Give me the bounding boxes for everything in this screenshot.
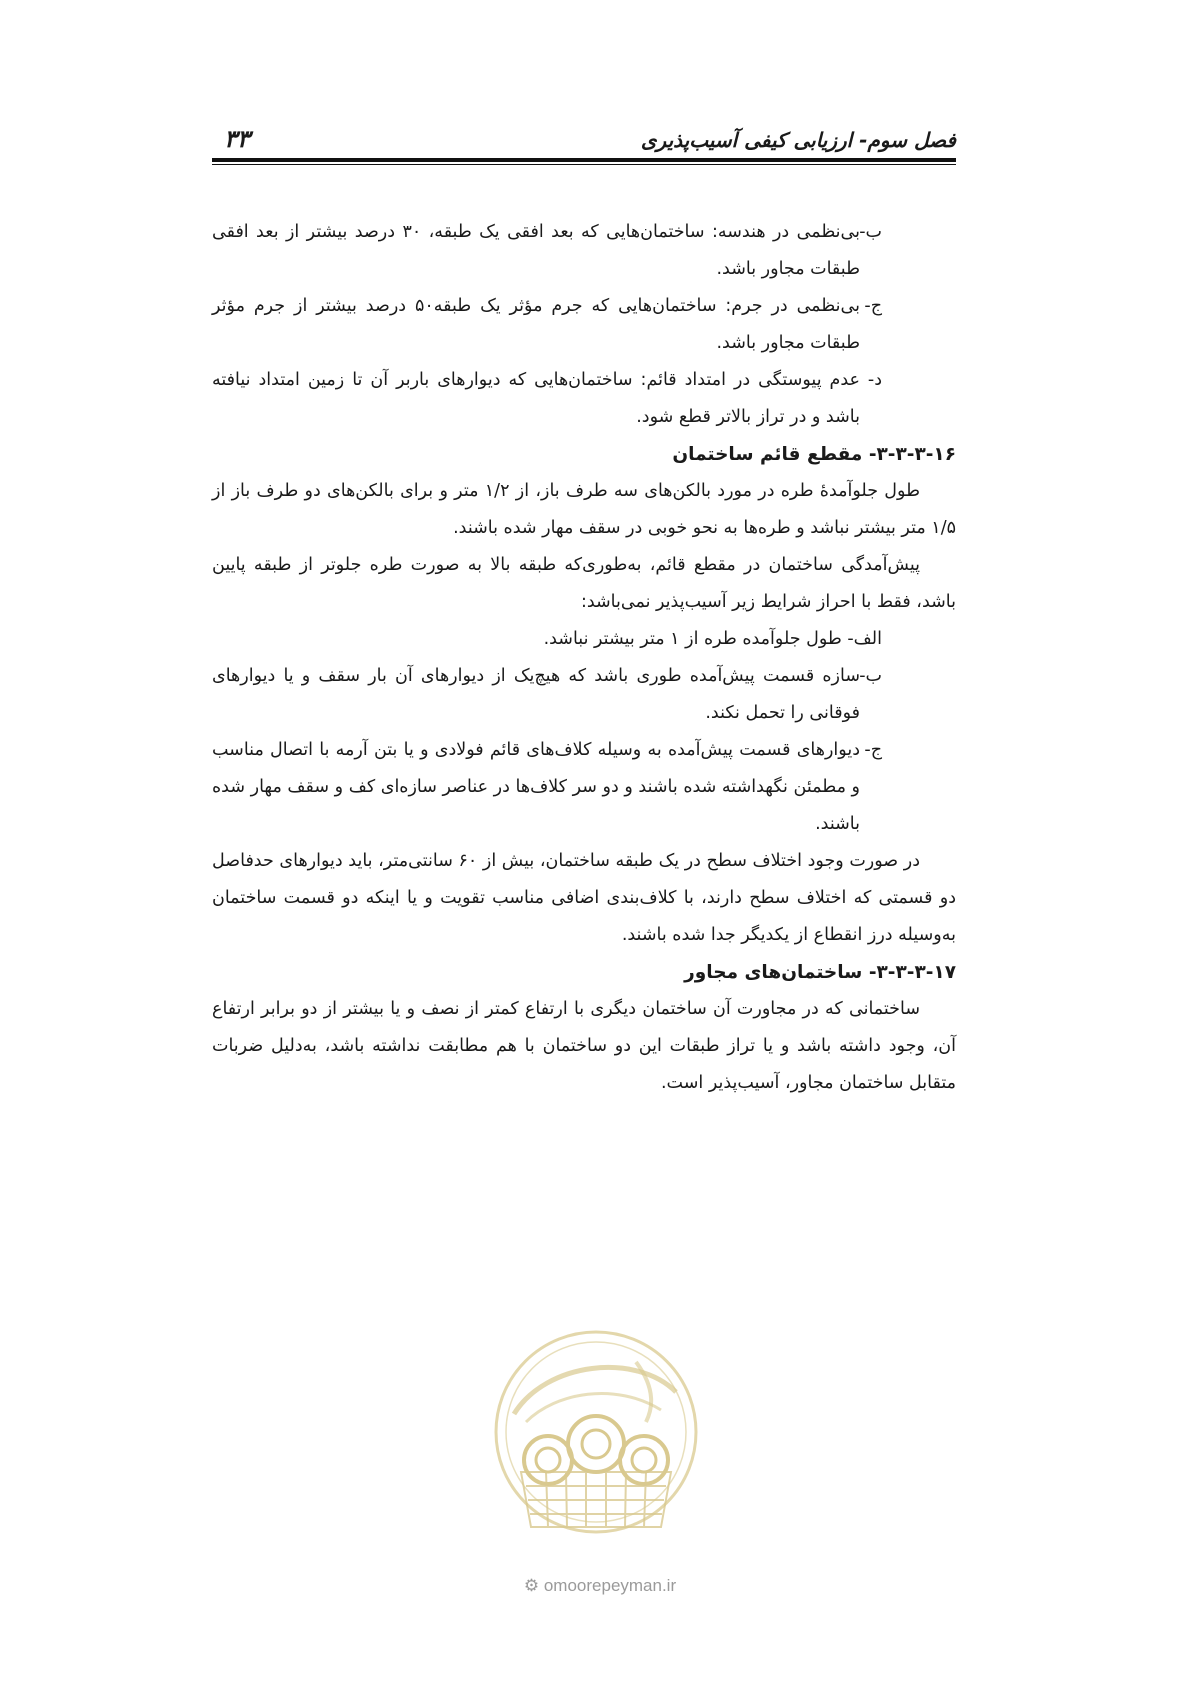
item-label: د-	[867, 370, 882, 390]
section-heading-16: ۳-۳-۳-۱۶- مقطع قائم ساختمان	[672, 444, 956, 465]
paragraph-overhang: طول جلوآمدهٔ طره در مورد بالکن‌های سه طرف باز، از ۱/۲ متر و برای بالکن‌های دو طرف باز از ۱/۵ متر بیشتر نباشد و طره‌ها به نحو خوبی در سقف مهار شده باشند.	[212, 481, 956, 538]
paragraph-adjacent: ساختمانی که در مجاورت آن ساختمان دیگری با ارتفاع کمتر از نصف و یا بیشتر از دو برابر ارتفاع آن، وجود داشته باشد و یا تراز طبقات این دو ساختمان با هم مطابقت نداشته باشد، به‌دلیل ضربات متقابل ساختمان مجاور، آسیب‌پذیر است.	[212, 999, 956, 1093]
list-item-b-geometry	[212, 214, 956, 288]
item-label: ب-	[859, 666, 882, 686]
watermark-logo	[486, 1322, 706, 1562]
paragraph-projection: پیش‌آمدگی ساختمان در مقطع قائم، به‌طوری‌که طبقه بالا به صورت طره جلوتر از طبقه پایین باشد، فقط با احراز شرایط زیر آسیب‌پذیر نمی‌باشد:	[212, 555, 956, 612]
page-header	[212, 126, 956, 156]
header-rule-thin	[212, 164, 956, 165]
item-label: ب-	[859, 222, 882, 242]
item-label: ج-	[864, 740, 882, 760]
paragraph-level-difference: در صورت وجود اختلاف سطح در یک طبقه ساختمان، بیش از ۶۰ سانتی‌متر، باید دیوارهای حدفاصل دو قسمتی که اختلاف سطح دارند، با کلاف‌بندی اضافی مناسب تقویت و یا اینکه دو قسمت ساختمان به‌وسیله درز انقطاع از یکدیگر جدا شده باشند.	[212, 851, 956, 945]
item-text: بی‌نظمی در هندسه: ساختمان‌هایی که بعد افقی یک طبقه، ۳۰ درصد بیشتر از بعد افقی طبقات مجاور باشد.	[212, 222, 861, 279]
item-text: عدم پیوستگی در امتداد قائم: ساختمان‌هایی که دیوارهای باربر آن تا زمین امتداد نیافته باشد و در تراز بالاتر قطع شود.	[212, 370, 860, 427]
section-heading-17: ۳-۳-۳-۱۷- ساختمان‌های مجاور	[684, 962, 956, 983]
item-label: ج-	[864, 296, 882, 316]
header-rule-thick	[212, 158, 956, 162]
list-item-d-vertical	[212, 362, 956, 436]
chapter-title: فصل سوم- ارزیابی کیفی آسیب‌پذیری	[640, 128, 956, 152]
page-number: ۳۳	[224, 124, 250, 153]
list-item-j-walls	[212, 732, 956, 843]
body-text	[212, 214, 956, 1102]
watermark-url-text: omoorepeyman.ir	[543, 1576, 677, 1595]
list-item-b-structure	[212, 658, 956, 732]
item-text: بی‌نظمی در جرم: ساختمان‌هایی که جرم مؤثر یک طبقه۵۰ درصد بیشتر از جرم مؤثر طبقات مجاور باشد.	[212, 296, 860, 353]
item-text: دیوارهای قسمت پیش‌آمده به وسیله کلاف‌های قائم فولادی و یا بتن آرمه با اتصال مناسب و مطمئن نگهداشته شده باشند و دو سر کلاف‌ها در عناصر سازه‌ای کف و سقف مهار شده باشند.	[212, 740, 860, 834]
list-item-j-mass	[212, 288, 956, 362]
watermark-url: ⚙ omoorepeyman.ir	[523, 1576, 677, 1595]
list-item-alef: الف- طول جلوآمده طره از ۱ متر بیشتر نباشد.	[543, 629, 882, 649]
omoorepeyman-logo-icon	[486, 1322, 706, 1562]
item-text: سازه قسمت پیش‌آمده طوری باشد که هیچ‌یک از دیوارهای آن بار سقف و یا دیوارهای فوقانی را تحمل نکند.	[212, 666, 860, 723]
